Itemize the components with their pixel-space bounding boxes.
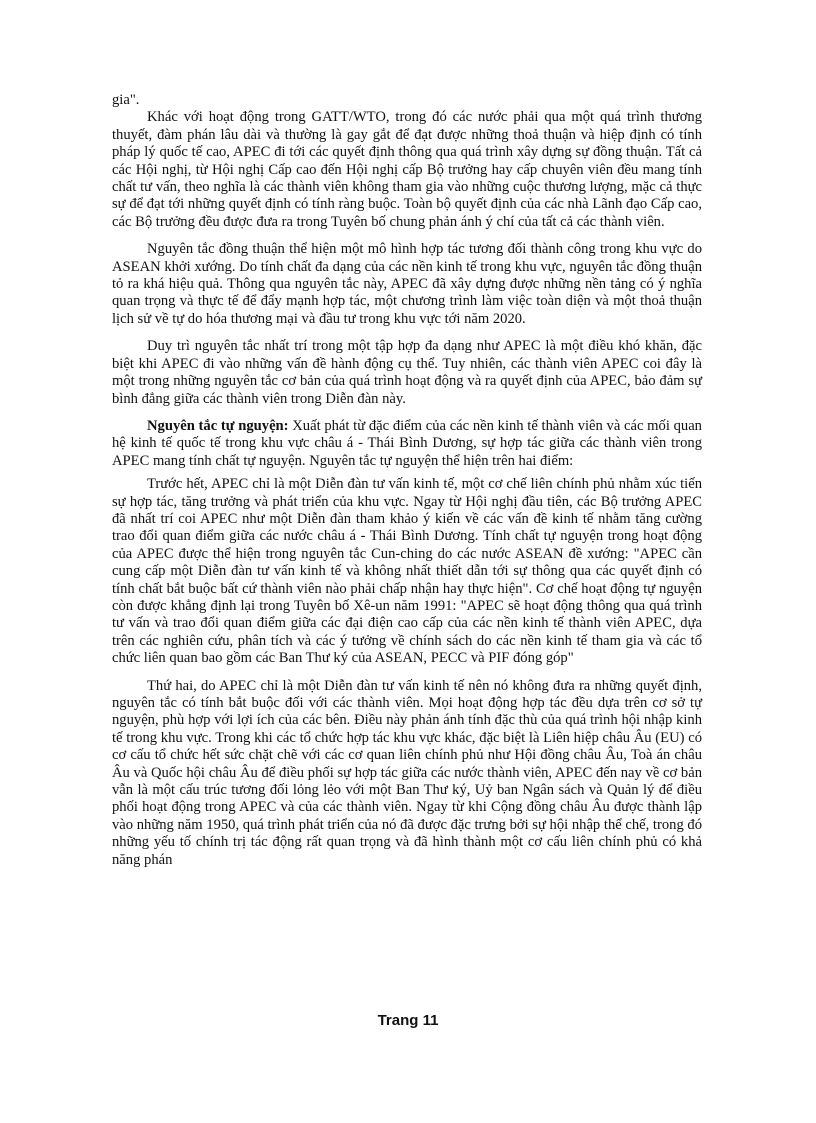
paragraph-gatt-wto: Khác với hoạt động trong GATT/WTO, trong đó các nước phải qua một quá trình thương thuyết, đàm phán lâu dài và thường là gay gắt để đạt được những thoả thuận và hiệp định có tính pháp lý quốc tế cao, APEC đi tới các quyết định thông qua quá trình xây dựng sự đồng thuận. Tất cả các Hội nghị, từ Hội nghị Cấp cao đến Hội nghị cấp Bộ trưởng hay cấp chuyên viên đều mang tính chất tư vấn, theo nghĩa là các thành viên không tham gia vào những cuộc thương lượng, mặc cả thực sự để đạt tới những quyết định có tính ràng buộc. Toàn bộ quyết định của các nhà Lãnh đạo Cấp cao, các Bộ trưởng đều được đưa ra trong Tuyên bố chung phản ánh ý chí của tất cả các thành viên. xyxy=(112,109,702,230)
paragraph-unanimity: Duy trì nguyên tắc nhất trí trong một tập hợp đa dạng như APEC là một điều khó khăn, đặc biệt khi APEC đi vào những vấn đề hành động cụ thể. Tuy nhiên, các thành viên APEC coi đây là một trong những nguyên tắc cơ bản của quá trình hoạt động và ra quyết định của APEC, bảo đảm sự bình đẳng giữa các thành viên trong Diễn đàn này. xyxy=(112,338,702,407)
voluntary-principle-heading: Nguyên tắc tự nguyện: xyxy=(147,417,289,434)
paragraph-consensus-model: Nguyên tắc đồng thuận thể hiện một mô hình hợp tác tương đối thành công trong khu vực do ASEAN khởi xướng. Do tính chất đa dạng của các nền kinh tế trong khu vực, nguyên tắc đồng thuận tỏ ra khá hiệu quả. Thông qua nguyên tắc này, APEC đã xây dựng được những nền tảng có ý nghĩa quan trọng và thực tế để đẩy mạnh hợp tác, một chương trình làm việc toàn diện và một thoả thuận lịch sử về tự do hóa thương mại và đầu tư trong khu vực tới năm 2020. xyxy=(112,241,702,327)
page-number: Trang 11 xyxy=(377,1012,439,1029)
paragraph-continuation: gia". xyxy=(112,92,140,108)
voluntary-principle-text: Xuất phát từ đặc điểm của các nền kinh tế thành viên và các mối quan hệ kinh tế quốc tế trong khu vực châu á - Thái Bình Dương, sự hợp tác giữa các thành viên trong APEC mang tính chất tự nguyện. Nguyên tắc tự nguyện thể hiện trên hai điểm: xyxy=(112,417,702,469)
document-body xyxy=(112,92,702,869)
paragraph-second-point: Thứ hai, do APEC chỉ là một Diễn đàn tư vấn kinh tế nên nó không đưa ra những quyết định, nguyên tắc có tính bắt buộc đối với các thành viên. Mọi hoạt động hợp tác đều dựa trên cơ sở tự nguyện, phù hợp với lợi ích của các bên. Điều này phản ánh tính đặc thù của quá trình hội nhập kinh tế trong khu vực. Trong khi các tổ chức hợp tác khu vực khác, đặc biệt là Liên hiệp châu Âu (EU) có cơ cấu tổ chức hết sức chặt chẽ với các cơ quan liên chính phủ như Hội đồng châu Âu, Toà án châu Âu và Quốc hội châu Âu để điều phối sự hợp tác giữa các nước thành viên, APEC đến nay về cơ bản vẫn là một cấu trúc tương đối lỏng lẻo với một Ban Thư ký, Uỷ ban Ngân sách và Quản lý để điều phối hoạt động trong APEC và của các thành viên. Ngay từ khi Cộng đồng châu Âu được thành lập vào những năm 1950, quá trình phát triển của nó đã được đặc trưng bởi sự hội nhập thể chế, trong đó những yếu tố chính trị tác động rất quan trọng và đã hình thành một cơ cấu liên chính phủ có khả năng phán xyxy=(112,677,702,868)
paragraph-voluntary-principle xyxy=(112,418,702,470)
paragraph-first-point: Trước hết, APEC chỉ là một Diễn đàn tư vấn kinh tế, một cơ chế liên chính phủ nhằm xúc tiến sự hợp tác, tăng trưởng và phát triển của khu vực. Ngay từ Hội nghị đầu tiên, các Bộ trưởng APEC đã nhất trí coi APEC như một Diễn đàn tham khảo ý kiến về các vấn đề kinh tế nhằm tăng cường trao đổi quan điểm giữa các nước châu á - Thái Bình Dương. Tính chất tự nguyện trong hoạt động của APEC được thể hiện trong nguyên tắc Cun-ching do các nước ASEAN đề xướng: "APEC cần cung cấp một Diễn đàn tư vấn kinh tế và không nhất thiết dẫn tới sự thông qua các quyết định có tính chất bắt buộc bất cứ thành viên nào phải chấp nhận hay thực hiện". Cơ chế hoạt động tự nguyện còn được khẳng định lại trong Tuyên bố Xê-un năm 1991: "APEC sẽ hoạt động thông qua quá trình tư vấn và trao đổi quan điểm giữa các đại điện cao cấp của các nền kinh tế thành viên APEC, dựa trên các nghiên cứu, phân tích và các ý tưởng về chính sách do các nền kinh tế tham gia và các tổ chức liên quan bao gồm các Ban Thư ký của ASEAN, PECC và PIF đóng góp" xyxy=(112,476,702,667)
